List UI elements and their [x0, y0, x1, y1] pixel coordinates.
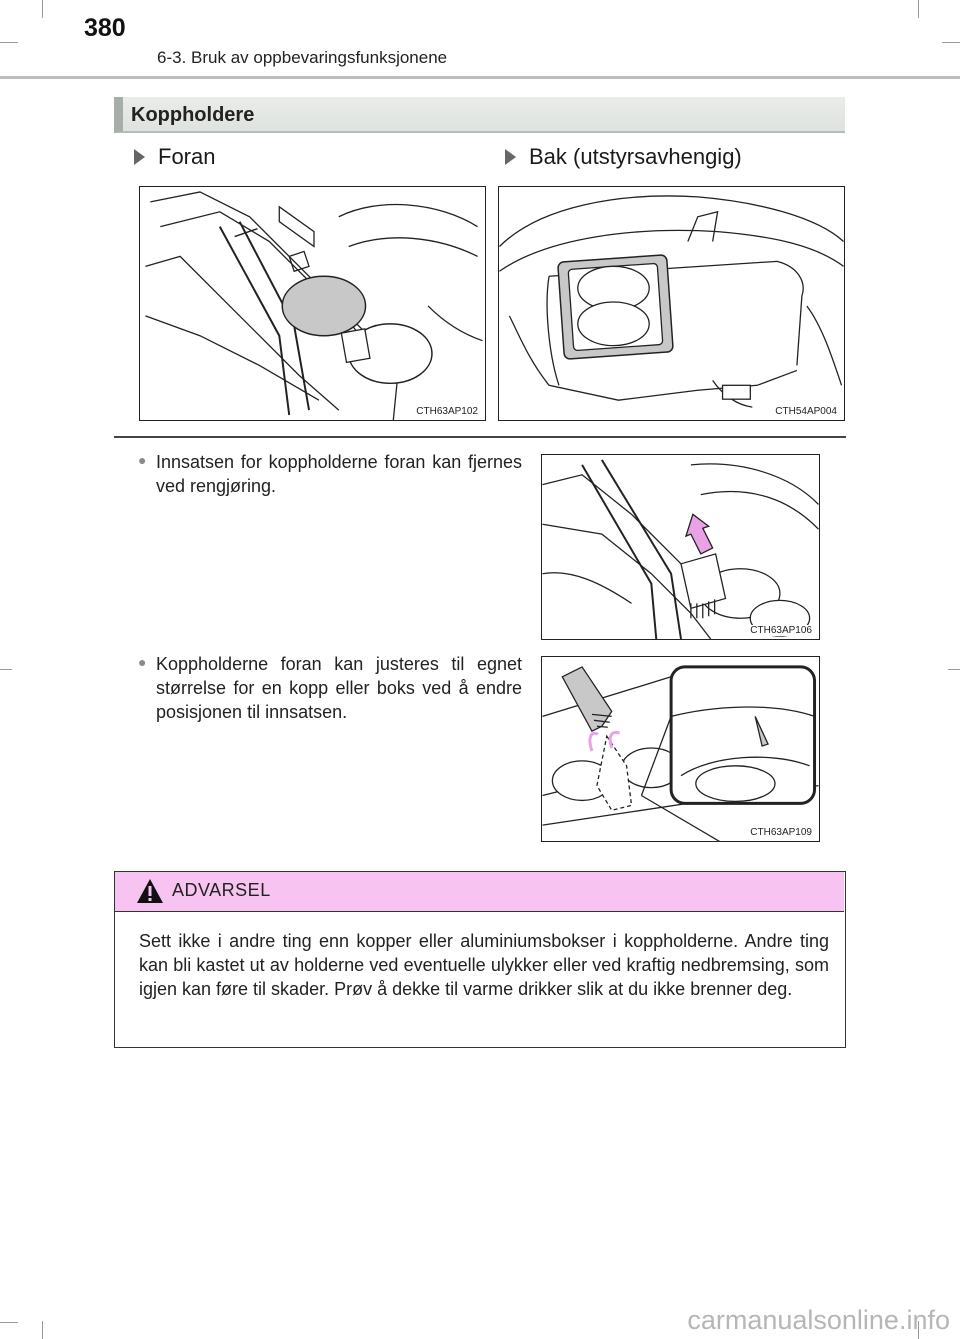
subhead-rear-label: Bak (utstyrsavhengig)	[529, 144, 742, 169]
crop-mark	[42, 1321, 43, 1339]
header-rule	[0, 76, 960, 79]
crop-mark	[918, 0, 919, 18]
triangle-bullet-icon	[134, 149, 145, 165]
section-divider	[114, 436, 846, 438]
figure-code: CTH63AP106	[750, 625, 812, 636]
triangle-bullet-icon	[505, 149, 516, 165]
front-cupholder-illustration	[139, 186, 486, 421]
bullet-dot-icon: ●	[138, 452, 147, 468]
crop-mark	[948, 669, 960, 670]
subhead-front	[134, 144, 215, 170]
rear-cupholder-illustration	[498, 186, 845, 421]
figure-code: CTH63AP102	[416, 406, 478, 417]
insert-removal-illustration	[541, 454, 820, 640]
crop-mark	[0, 669, 12, 670]
warning-text: Sett ikke i andre ting enn kopper eller aluminiumsbokser i koppholderne. Andre ting kan bli kastet ut av holderne ved eventuelle ulykker eller ved kraftig nedbremsing, som igjen kan føre til skader. Prøv å dekke til varme drikker slik at du ikke brenner deg.	[139, 931, 829, 999]
bullet-text: Koppholderne foran kan justeres til egnet størrelse for en kopp eller boks ved å endre posisjonen til innsatsen.	[156, 654, 522, 722]
figure-code: CTH63AP109	[750, 827, 812, 838]
chapter-title: 6-3. Bruk av oppbevaringsfunksjonene	[157, 48, 448, 67]
crop-mark	[42, 0, 43, 18]
warning-triangle-icon	[135, 877, 165, 905]
subhead-front-label: Foran	[158, 144, 216, 169]
insert-adjustment-illustration	[541, 656, 820, 842]
figure-code: CTH54AP004	[775, 406, 837, 417]
crop-mark	[0, 42, 18, 43]
crop-mark	[942, 42, 960, 43]
page-number: 380	[84, 14, 126, 42]
bullet-dot-icon: ●	[138, 654, 147, 670]
watermark: carmanualsonline.info	[687, 1305, 950, 1335]
bullet-text: Innsatsen for koppholderne foran kan fjernes ved rengjøring.	[156, 452, 522, 496]
section-title: Koppholdere	[131, 104, 255, 126]
crop-mark	[0, 1322, 18, 1323]
subhead-rear	[505, 144, 742, 170]
warning-title: ADVARSEL	[172, 880, 271, 900]
